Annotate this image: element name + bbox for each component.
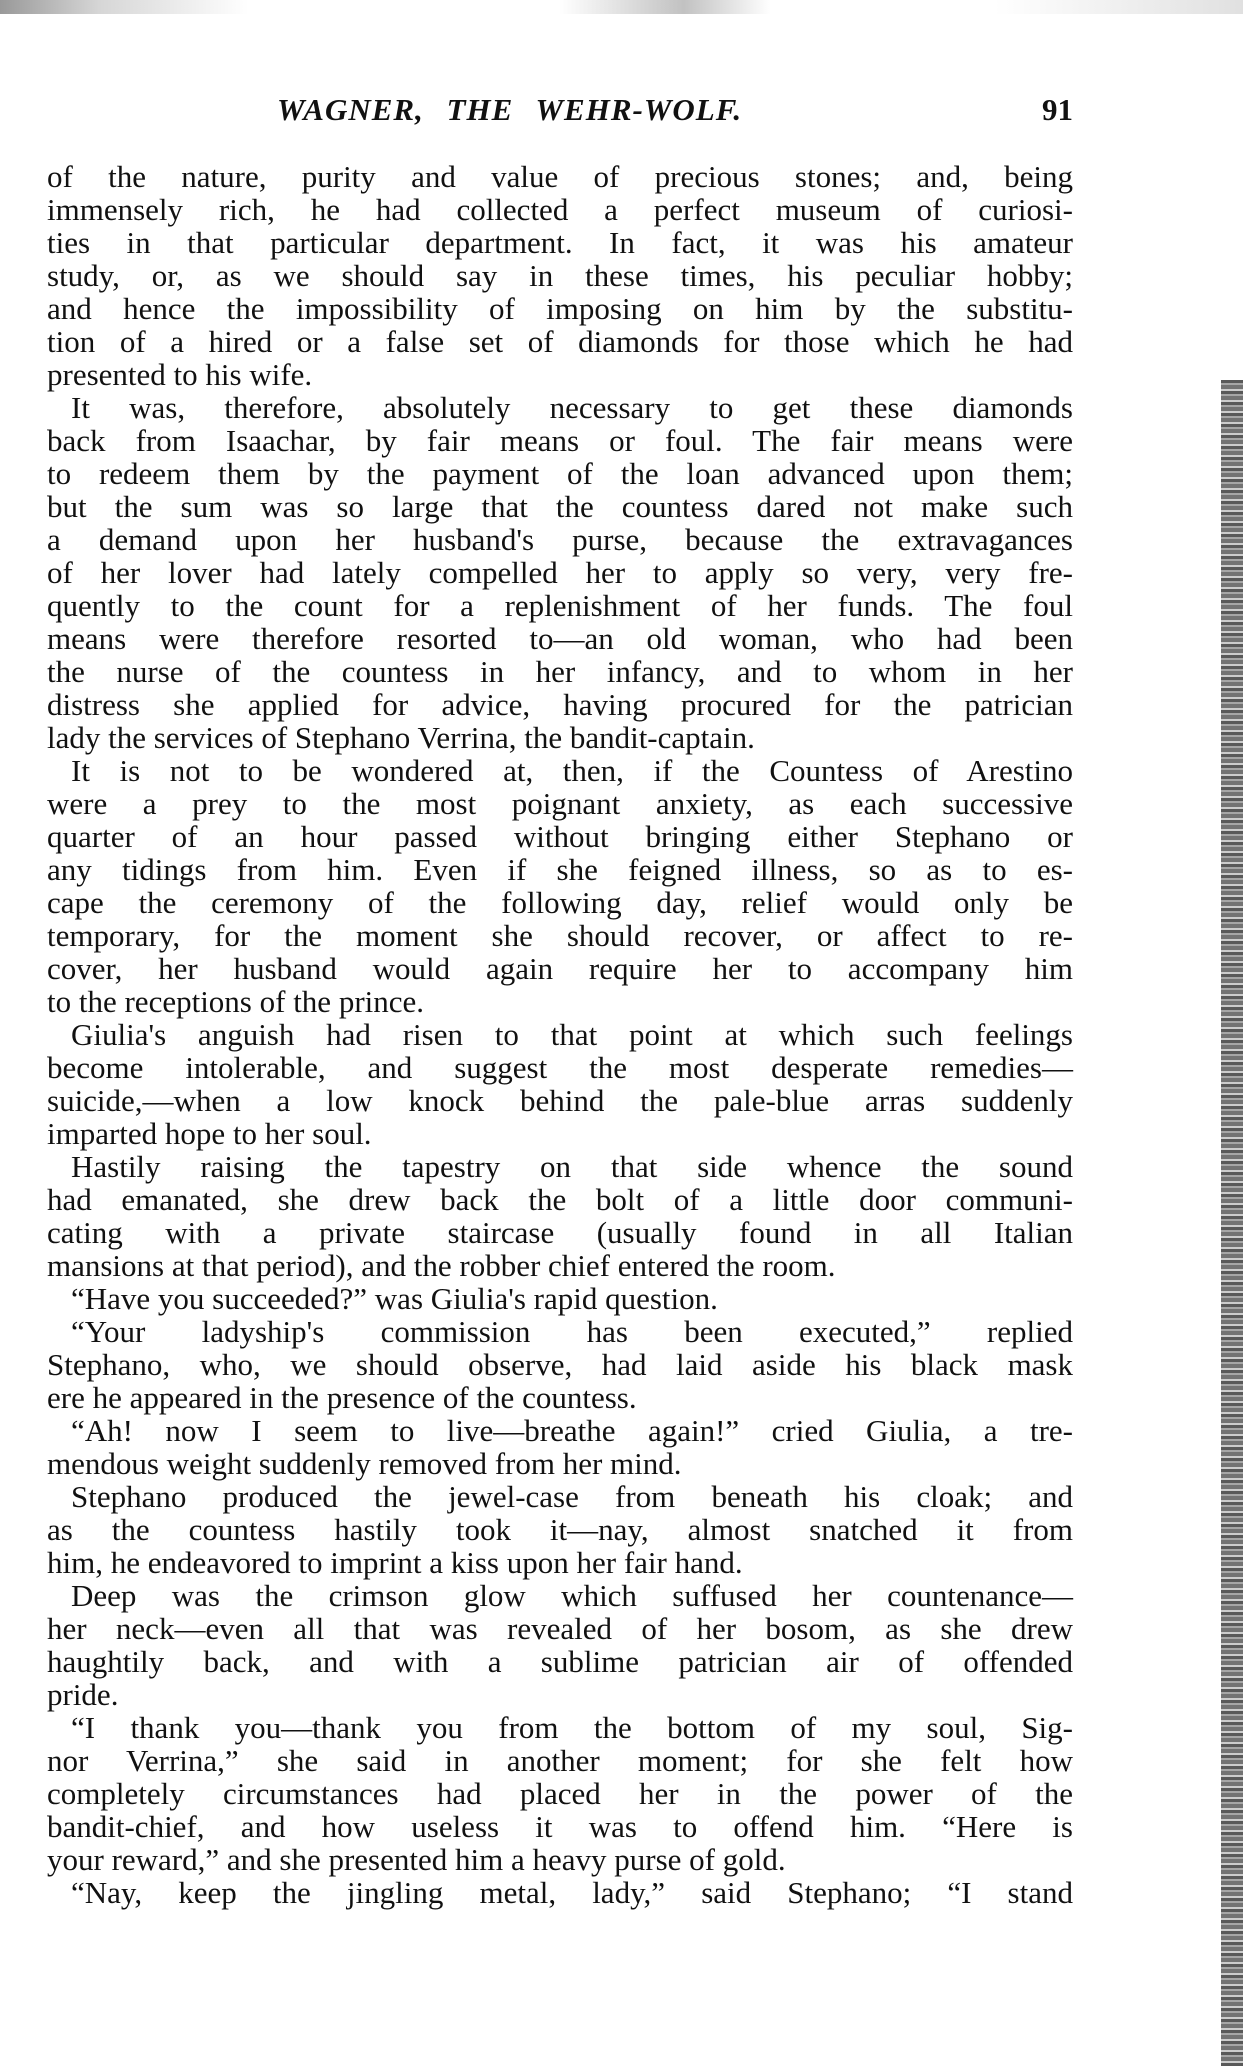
body-text bbox=[47, 160, 1073, 1909]
text-line: “Ah! now I seem to live—breathe again!” cried Giulia, a tre- bbox=[71, 1413, 1073, 1448]
text-line: It is not to be wondered at, then, if the Countess of Arestino bbox=[71, 753, 1073, 788]
text-line: suicide,—when a low knock behind the pale-blue arras suddenly bbox=[47, 1083, 1073, 1118]
text-line: of the nature, purity and value of precious stones; and, being bbox=[47, 159, 1073, 194]
text-line: ties in that particular department. In fact, it was his amateur bbox=[47, 225, 1073, 260]
text-line: quarter of an hour passed without bringing either Stephano or bbox=[47, 819, 1073, 854]
text-line: but the sum was so large that the countess dared not make such bbox=[47, 489, 1073, 524]
running-title: WAGNER, THE WEHR-WOLF. bbox=[277, 92, 743, 127]
text-line: as the countess hastily took it—nay, almost snatched it from bbox=[47, 1512, 1073, 1547]
text-line: “Have you succeeded?” was Giulia's rapid question. bbox=[71, 1281, 718, 1316]
text-line: distress she applied for advice, having procured for the patrician bbox=[47, 687, 1073, 722]
text-line: Stephano, who, we should observe, had laid aside his black mask bbox=[47, 1347, 1073, 1382]
text-line: completely circumstances had placed her in the power of the bbox=[47, 1776, 1073, 1811]
text-line: Stephano produced the jewel-case from beneath his cloak; and bbox=[71, 1479, 1073, 1514]
text-line: and hence the impossibility of imposing on him by the substitu- bbox=[47, 291, 1073, 326]
text-line: cating with a private staircase (usually found in all Italian bbox=[47, 1215, 1073, 1250]
paragraph bbox=[47, 1579, 1073, 1711]
text-line: means were therefore resorted to—an old woman, who had been bbox=[47, 621, 1073, 656]
paragraph bbox=[47, 1414, 1073, 1480]
text-line: him, he endeavored to imprint a kiss upon her fair hand. bbox=[47, 1545, 743, 1580]
text-line: mendous weight suddenly removed from her mind. bbox=[47, 1446, 682, 1481]
text-line: your reward,” and she presented him a heavy purse of gold. bbox=[47, 1842, 786, 1877]
text-line: back from Isaachar, by fair means or foul. The fair means were bbox=[47, 423, 1073, 458]
text-line: “I thank you—thank you from the bottom of my soul, Sig- bbox=[71, 1710, 1073, 1745]
text-line: bandit-chief, and how useless it was to offend him. “Here is bbox=[47, 1809, 1073, 1844]
paragraph bbox=[47, 391, 1073, 754]
text-line: mansions at that period), and the robber chief entered the room. bbox=[47, 1248, 836, 1283]
text-line: Deep was the crimson glow which suffused her countenance— bbox=[71, 1578, 1073, 1613]
text-line: of her lover had lately compelled her to apply so very, very fre- bbox=[47, 555, 1073, 590]
text-line: Hastily raising the tapestry on that side whence the sound bbox=[71, 1149, 1073, 1184]
page-header bbox=[47, 92, 1073, 132]
paragraph bbox=[47, 1282, 1073, 1315]
paragraph bbox=[47, 1150, 1073, 1282]
text-line: pride. bbox=[47, 1677, 119, 1712]
text-line: a demand upon her husband's purse, because the extravagances bbox=[47, 522, 1073, 557]
text-line: her neck—even all that was revealed of her bosom, as she drew bbox=[47, 1611, 1073, 1646]
text-line: “Nay, keep the jingling metal, lady,” said Stephano; “I stand bbox=[71, 1875, 1073, 1910]
text-line: nor Verrina,” she said in another moment; for she felt how bbox=[47, 1743, 1073, 1778]
scan-binding-edge bbox=[1221, 380, 1243, 2066]
paragraph bbox=[47, 1711, 1073, 1876]
text-line: had emanated, she drew back the bolt of a little door communi- bbox=[47, 1182, 1073, 1217]
text-line: cape the ceremony of the following day, relief would only be bbox=[47, 885, 1073, 920]
text-line: to redeem them by the payment of the loan advanced upon them; bbox=[47, 456, 1073, 491]
text-line: ere he appeared in the presence of the countess. bbox=[47, 1380, 637, 1415]
text-line: cover, her husband would again require her to accompany him bbox=[47, 951, 1073, 986]
text-line: imparted hope to her soul. bbox=[47, 1116, 372, 1151]
text-line: to the receptions of the prince. bbox=[47, 984, 425, 1019]
text-line: study, or, as we should say in these times, his peculiar hobby; bbox=[47, 258, 1073, 293]
text-line: were a prey to the most poignant anxiety, as each successive bbox=[47, 786, 1073, 821]
text-line: quently to the count for a replenishment of her funds. The foul bbox=[47, 588, 1073, 623]
text-line: become intolerable, and suggest the most desperate remedies— bbox=[47, 1050, 1073, 1085]
scan-shadow-top bbox=[0, 0, 1243, 14]
text-line: lady the services of Stephano Verrina, the bandit-captain. bbox=[47, 720, 755, 755]
text-line: any tidings from him. Even if she feigned illness, so as to es- bbox=[47, 852, 1073, 887]
text-line: Giulia's anguish had risen to that point at which such feelings bbox=[71, 1017, 1073, 1052]
text-line: immensely rich, he had collected a perfect museum of curiosi- bbox=[47, 192, 1073, 227]
paragraph bbox=[47, 1876, 1073, 1909]
text-line: presented to his wife. bbox=[47, 357, 313, 392]
text-line: haughtily back, and with a sublime patrician air of offended bbox=[47, 1644, 1073, 1679]
paragraph bbox=[47, 1315, 1073, 1414]
text-line: the nurse of the countess in her infancy, and to whom in her bbox=[47, 654, 1073, 689]
paragraph bbox=[47, 1480, 1073, 1579]
paragraph bbox=[47, 160, 1073, 391]
text-line: temporary, for the moment she should recover, or affect to re- bbox=[47, 918, 1073, 953]
page-number: 91 bbox=[1042, 92, 1073, 127]
paragraph bbox=[47, 1018, 1073, 1150]
text-line: It was, therefore, absolutely necessary to get these diamonds bbox=[71, 390, 1073, 425]
text-line: tion of a hired or a false set of diamonds for those which he had bbox=[47, 324, 1073, 359]
paragraph bbox=[47, 754, 1073, 1018]
text-line: “Your ladyship's commission has been executed,” replied bbox=[71, 1314, 1073, 1349]
